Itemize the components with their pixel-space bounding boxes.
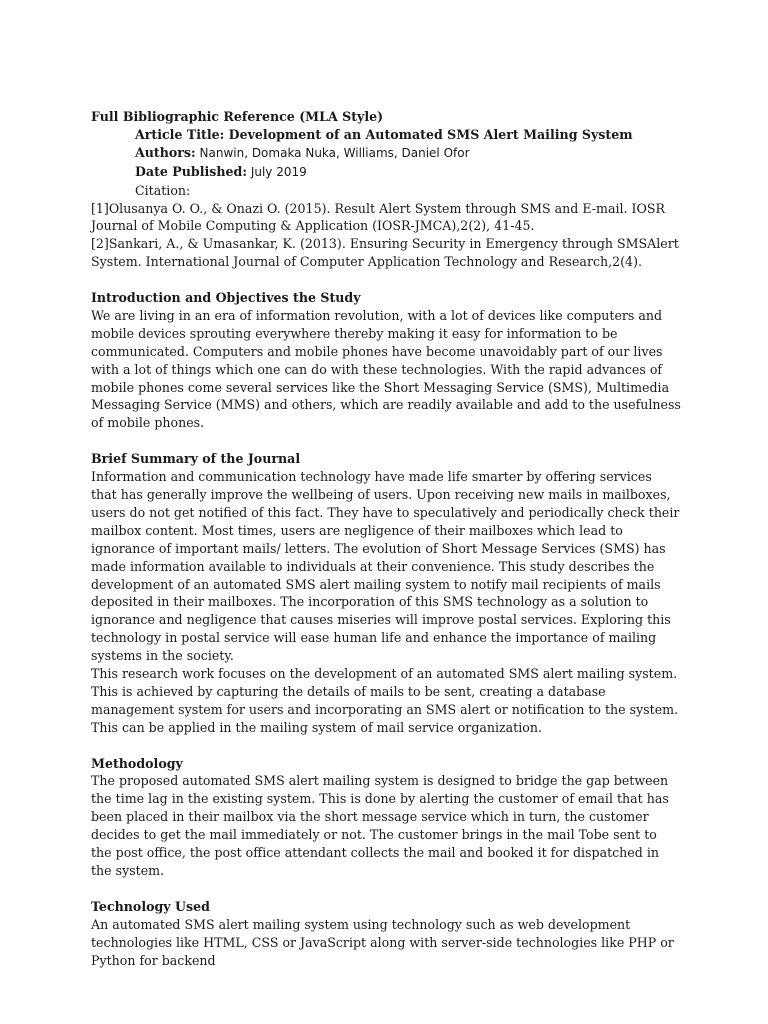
methodology-paragraph: The proposed automated SMS alert mailing system is designed to bridge the gap between the time lag in the existing system. This is done by alerting the customer of email that has been placed in their mailbox via the short message service which in turn, the customer decides to get the mail immediately or not. The customer brings in the mail Tobe sent to the post office, the post office attendant collects the mail and booked it for dispatched in the system.	[91, 773, 669, 879]
methodology-heading: Methodology	[91, 755, 183, 771]
summary-paragraph-1: Information and communication technology have made life smarter by offering services that has generally improve the wellbeing of users. Upon receiving new mails in mailboxes, users do not get notified of this fact. They have to speculatively and periodically check their mailbox content. Most times, users are negligence of their mailboxes which lead to ignorance of important mails/ letters. The evolution of Short Message Services (SMS) has made information available to individuals at their convenience. This study describes the development of an automated SMS alert mailing system to notify mail recipients of mails deposited in their mailboxes. The incorporation of this SMS technology as a solution to ignorance and negligence that causes miseries will improve postal services. Exploring this technology in postal service will ease human life and enhance the importance of mailing systems in the society.	[91, 469, 680, 664]
technology-paragraph: An automated SMS alert mailing system using technology such as web development technologies like HTML, CSS or JavaScript along with server-side technologies like PHP or Python for backend	[91, 916, 674, 968]
reference-heading: Full Bibliographic Reference (MLA Style)	[91, 109, 384, 124]
authors-line	[135, 144, 681, 163]
intro-heading: Introduction and Objectives the Study	[91, 290, 361, 306]
citation-1: [1]Olusanya O. O., & Onazi O. (2015). Result Alert System through SMS and E-mail. IOSR Journal of Mobile Computing & Application (IOSR-JMCA),2(2), 41-45.	[91, 200, 665, 234]
citation-label: Citation:	[135, 182, 191, 198]
citation-2: [2]Sankari, A., & Umasankar, K. (2013). Ensuring Security in Emergency through SMSAlert System. International Journal of Computer Application Technology and Research,2(4).	[91, 236, 679, 270]
authors-value: Nanwin, Domaka Nuka, Williams, Daniel Ofor	[195, 145, 470, 160]
article-title: Article Title: Development of an Automated SMS Alert Mailing System	[135, 126, 633, 142]
date-value: July 2019	[247, 164, 307, 179]
authors-label: Authors:	[135, 144, 196, 160]
date-label: Date Published:	[135, 163, 248, 179]
technology-heading: Technology Used	[91, 898, 210, 914]
summary-heading: Brief Summary of the Journal	[91, 451, 301, 467]
intro-paragraph: We are living in an era of information revolution, with a lot of devices like computers and mobile devices sprouting everywhere thereby making it easy for information to be communicated. Computers and mobile phones have become unavoidably part of our lives with a lot of things which one can do with these technologies. With the rapid advances of mobile phones come several services like the Short Messaging Service (SMS), Multimedia Messaging Service (MMS) and others, which are readily available and add to the usefulness of mobile phones.	[91, 307, 681, 431]
summary-paragraph-2: This research work focuses on the development of an automated SMS alert mailing system. This is achieved by capturing the details of mails to be sent, creating a database management system for users and incorporating an SMS alert or notification to the system. This can be applied in the mailing system of mail service organization.	[91, 666, 679, 735]
document-page	[91, 108, 681, 969]
date-line	[135, 163, 681, 182]
